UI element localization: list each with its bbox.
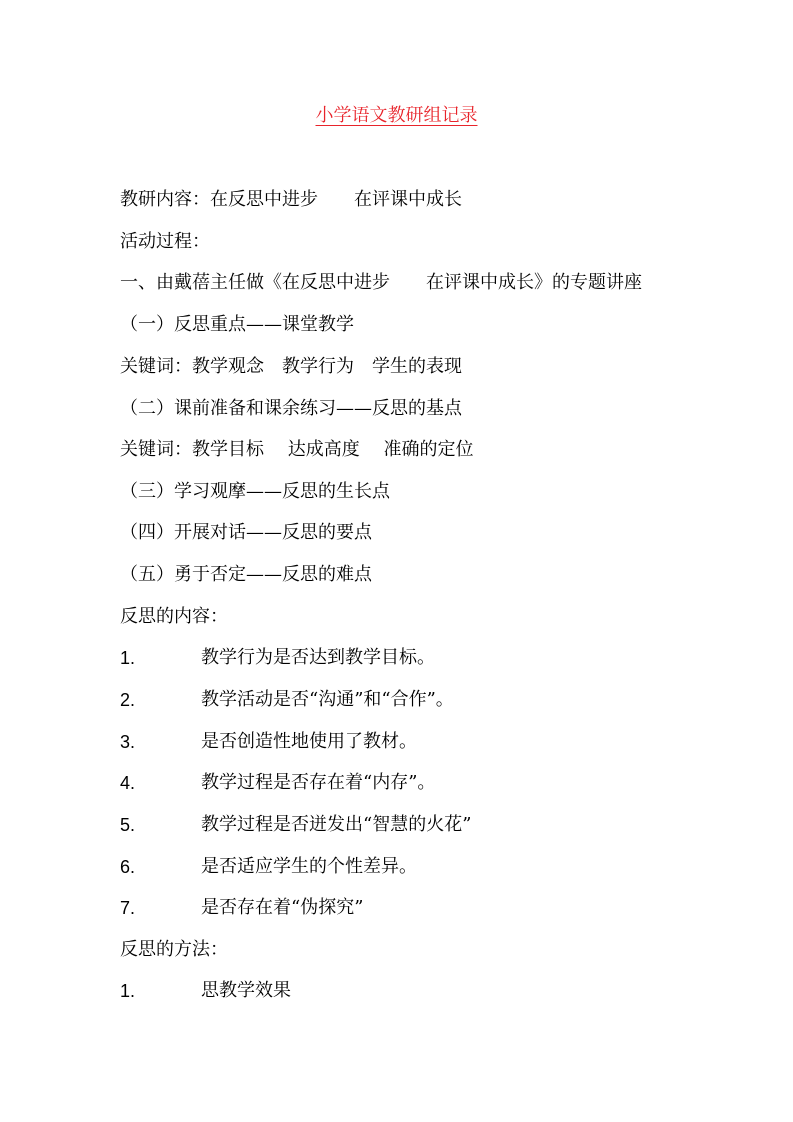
reflection-content-heading: 反思的内容：	[120, 606, 228, 627]
list-item: 是否创造性地使用了教材。	[201, 731, 417, 752]
section-three-heading: （三）学习观摩——反思的生长点	[120, 481, 390, 502]
list-item-number: 1.	[120, 648, 136, 668]
keywords-line-2: 关键词：教学目标 达成高度 准确的定位	[120, 439, 474, 460]
method-item-number: 1.	[120, 981, 136, 1001]
list-item-number: 7.	[120, 898, 136, 918]
list-item: 是否适应学生的个性差异。	[201, 856, 417, 877]
list-item: 教学过程是否迸发出“智慧的火花”	[201, 814, 472, 835]
method-item: 思教学效果	[201, 980, 291, 1001]
list-item: 教学行为是否达到教学目标。	[201, 647, 435, 668]
section-two-heading: （二）课前准备和课余练习——反思的基点	[120, 398, 462, 419]
list-item-number: 5.	[120, 815, 136, 835]
list-item: 教学过程是否存在着“内存”。	[201, 772, 436, 793]
activity-process-heading: 活动过程：	[120, 231, 210, 252]
reflection-methods-heading: 反思的方法：	[120, 939, 228, 960]
section-one-heading: （一）反思重点——课堂教学	[120, 314, 354, 335]
document-title: 小学语文教研组记录	[315, 105, 478, 126]
list-item-number: 2.	[120, 690, 136, 710]
section-five-heading: （五）勇于否定——反思的难点	[120, 564, 372, 585]
section-four-heading: （四）开展对话——反思的要点	[120, 522, 372, 543]
lecture-line: 一、由戴蓓主任做《在反思中进步 在评课中成长》的专题讲座	[120, 272, 642, 293]
list-item-number: 3.	[120, 732, 136, 752]
research-topic-line: 教研内容：在反思中进步 在评课中成长	[120, 189, 462, 210]
keywords-line-1: 关键词：教学观念 教学行为 学生的表现	[120, 356, 462, 377]
list-item: 教学活动是否“沟通”和“合作”。	[201, 689, 454, 710]
list-item: 是否存在着“伪探究”	[201, 897, 364, 918]
list-item-number: 6.	[120, 857, 136, 877]
list-item-number: 4.	[120, 773, 136, 793]
